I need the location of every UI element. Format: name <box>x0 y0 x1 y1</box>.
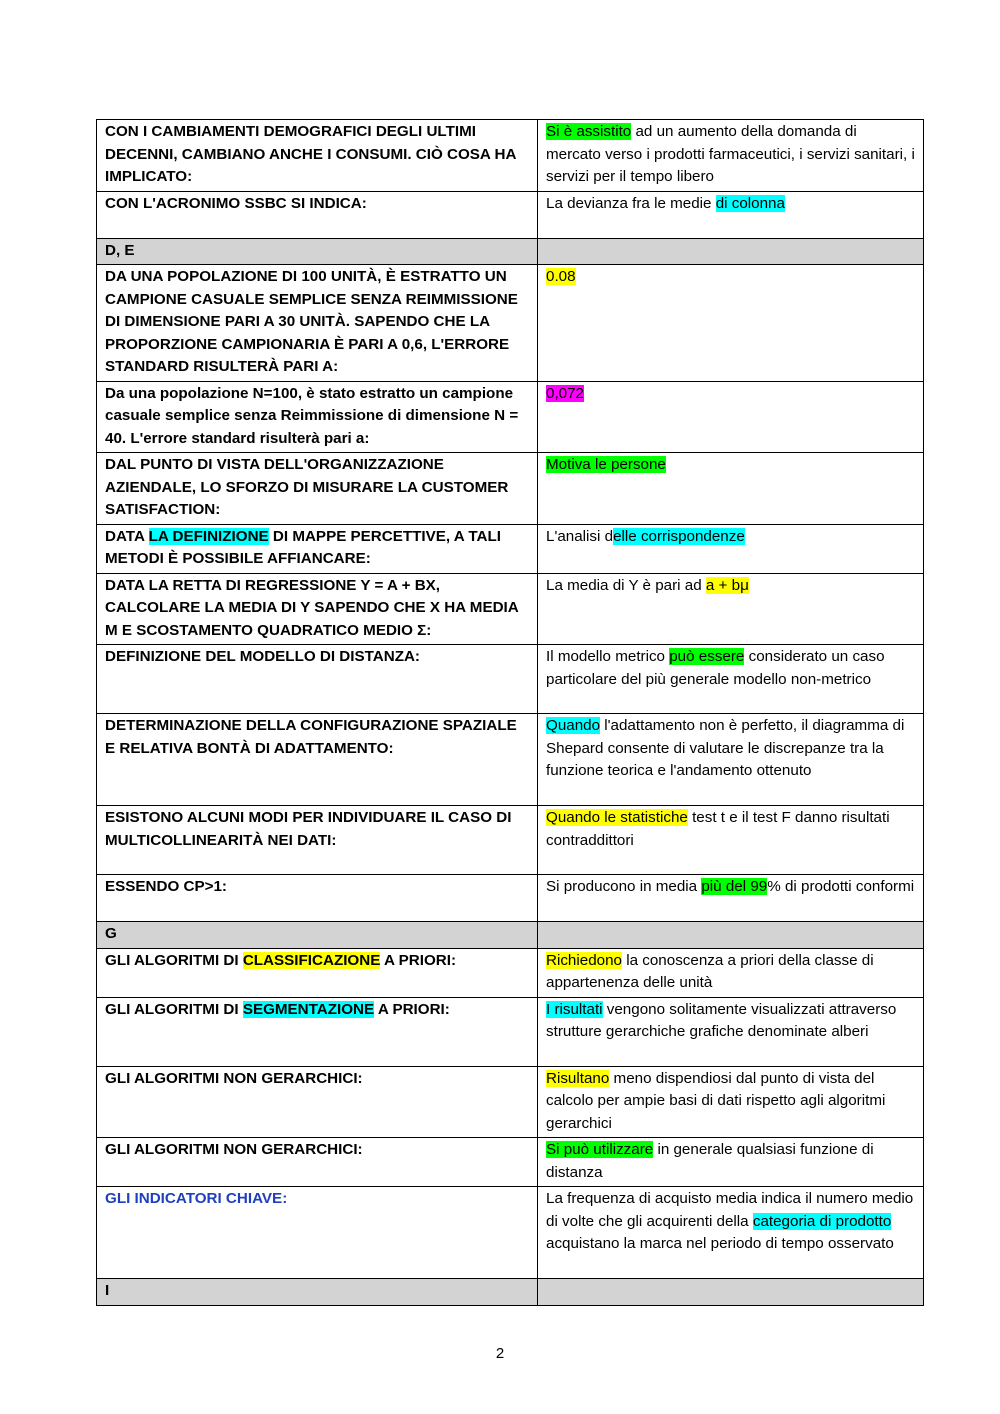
highlighted-text: Quando le statistiche <box>546 809 688 826</box>
question-text: GLI INDICATORI CHIAVE: <box>105 1190 288 1207</box>
highlighted-text: categoria di prodotto <box>752 1212 892 1230</box>
question-cell <box>97 1138 538 1187</box>
highlighted-text: elle corrispondenze <box>613 527 745 545</box>
answer-text: considerato un caso particolare del più generale modello non-metrico <box>546 648 885 688</box>
section-letter: D, E <box>97 238 538 265</box>
answer-cell <box>538 948 924 997</box>
answer-cell <box>538 1187 924 1279</box>
question-text: DATA <box>105 527 149 545</box>
answer-cell <box>538 265 924 382</box>
question-cell <box>97 381 538 453</box>
question-cell <box>97 1066 538 1138</box>
question-answer-row <box>97 948 924 997</box>
highlighted-text: a + bμ <box>705 576 749 594</box>
answer-cell <box>538 381 924 453</box>
answer-text: L'analisi d <box>546 527 614 545</box>
question-answer-row <box>97 381 924 453</box>
answer-cell <box>538 1138 924 1187</box>
question-text: GLI ALGORITMI NON GERARCHICI: <box>105 1141 363 1158</box>
section-empty-cell <box>538 238 924 265</box>
question-cell <box>97 573 538 645</box>
question-cell <box>97 714 538 806</box>
question-cell <box>97 265 538 382</box>
answer-cell <box>538 191 924 238</box>
answer-cell <box>538 806 924 875</box>
question-text: DETERMINAZIONE DELLA CONFIGURAZIONE SPAZIALE E RELATIVA BONTÀ DI ADATTAMENTO: <box>105 717 517 757</box>
answer-cell <box>538 573 924 645</box>
question-text: DI MAPPE PERCETTIVE, A TALI METODI È POSSIBILE AFFIANCARE: <box>105 527 502 567</box>
question-text: DATA LA RETTA DI REGRESSIONE Y = A + BX, CALCOLARE LA MEDIA DI Y SAPENDO CHE X HA MEDIA M E SCOSTAMENTO QUADRATICO MEDIO Σ: <box>105 576 519 639</box>
question-text: Da una popolazione N=100, è stato estratto un campione casuale semplice senza Reimmissione di dimensione N = 40. L'errore standard risulterà pari a: <box>105 384 519 447</box>
question-answer-row <box>97 645 924 714</box>
question-answer-row <box>97 997 924 1066</box>
question-text: ESSENDO CP>1: <box>105 878 227 895</box>
section-letter: G <box>97 922 538 949</box>
question-answer-row <box>97 524 924 573</box>
question-text: GLI ALGORITMI DI <box>105 1000 243 1018</box>
question-answer-row <box>97 573 924 645</box>
answer-cell <box>538 524 924 573</box>
section-empty-cell <box>538 922 924 949</box>
question-text: CON L'ACRONIMO SSBC SI INDICA: <box>105 194 367 212</box>
answer-cell <box>538 714 924 806</box>
section-header-row <box>97 238 924 265</box>
answer-text: Si producono in media <box>546 878 702 895</box>
qa-table <box>96 119 924 1306</box>
question-cell <box>97 948 538 997</box>
question-answer-row <box>97 453 924 525</box>
section-letter: I <box>97 1279 538 1306</box>
qa-table-body <box>97 120 924 1306</box>
question-cell <box>97 524 538 573</box>
question-text: DA UNA POPOLAZIONE DI 100 UNITÀ, È ESTRATTO UN CAMPIONE CASUALE SEMPLICE SENZA REIMMISSIONE DI DIMENSIONE PARI A 30 UNITÀ. SAPENDO CHE LA PROPORZIONE CAMPIONARIA È PARI A 0,6, L'ERRORE STANDARD RISULTERÀ PARI A: <box>105 268 518 375</box>
question-text: A PRIORI: <box>380 951 457 969</box>
answer-text: l'adattamento non è perfetto, il diagramma di Shepard consente di valutare le discrepanze tra la funzione teorica e l'andamento ottenuto <box>546 717 905 779</box>
question-answer-row <box>97 120 924 192</box>
highlighted-text: SEGMENTAZIONE <box>242 1000 375 1018</box>
question-text: CON I CAMBIAMENTI DEMOGRAFICI DEGLI ULTIMI DECENNI, CAMBIANO ANCHE I CONSUMI. CIÒ COSA HA IMPLICATO: <box>105 123 516 185</box>
section-header-row <box>97 922 924 949</box>
answer-text: Il modello metrico <box>546 648 670 665</box>
answer-text: vengono solitamente visualizzati attraverso strutture gerarchiche grafiche denominate alberi <box>546 1000 897 1040</box>
question-answer-row <box>97 806 924 875</box>
question-text: A PRIORI: <box>374 1000 450 1018</box>
section-header-row <box>97 1279 924 1306</box>
question-cell <box>97 453 538 525</box>
answer-cell <box>538 1066 924 1138</box>
question-answer-row <box>97 875 924 922</box>
question-answer-row <box>97 191 924 238</box>
question-answer-row <box>97 1066 924 1138</box>
question-answer-row <box>97 1187 924 1279</box>
question-answer-row <box>97 714 924 806</box>
highlighted-text: Si è assistito <box>546 123 632 140</box>
question-text: GLI ALGORITMI DI <box>105 951 243 969</box>
answer-cell <box>538 645 924 714</box>
question-cell <box>97 191 538 238</box>
question-cell <box>97 806 538 875</box>
question-answer-row <box>97 265 924 382</box>
answer-text: test t e il test F danno risultati contraddittori <box>546 809 890 849</box>
answer-text: acquistano la marca nel periodo di tempo osservato <box>546 1235 894 1252</box>
highlighted-text: 0.08 <box>546 268 576 285</box>
highlighted-text: può essere <box>669 648 745 665</box>
highlighted-text: LA DEFINIZIONE <box>148 527 269 545</box>
answer-cell <box>538 997 924 1066</box>
question-cell <box>97 997 538 1066</box>
answer-text: ad un aumento della domanda di mercato verso i prodotti farmaceutici, i servizi sanitari, i servizi per il tempo libero <box>546 123 915 185</box>
answer-text: % di prodotti conformi <box>767 878 915 895</box>
highlighted-text: 0,072 <box>546 384 585 402</box>
answer-text: La devianza fra le medie <box>546 194 716 212</box>
question-cell <box>97 645 538 714</box>
answer-text: La frequenza di acquisto media indica il numero medio di volte che gli acquirenti della <box>546 1190 914 1230</box>
highlighted-text: I risultati <box>546 1000 603 1018</box>
highlighted-text: di colonna <box>715 194 785 212</box>
highlighted-text: Richiedono <box>546 951 622 969</box>
highlighted-text: più del 99 <box>701 878 768 895</box>
answer-text: meno dispendiosi dal punto di vista del calcolo per ampie basi di dati rispetto agli algoritmi gerarchici <box>546 1069 886 1132</box>
answer-text: La media di Y è pari ad <box>546 576 706 594</box>
question-answer-row <box>97 1138 924 1187</box>
highlighted-text: Quando <box>546 717 601 734</box>
highlighted-text: Si può utilizzare <box>546 1141 654 1158</box>
answer-cell <box>538 120 924 192</box>
highlighted-text: CLASSIFICAZIONE <box>242 951 381 969</box>
page-number: 2 <box>495 1345 505 1362</box>
question-text: GLI ALGORITMI NON GERARCHICI: <box>105 1069 363 1087</box>
question-text: DAL PUNTO DI VISTA DELL'ORGANIZZAZIONE AZIENDALE, LO SFORZO DI MISURARE LA CUSTOMER SATISFACTION: <box>105 456 509 518</box>
highlighted-text: Motiva le persone <box>546 456 666 473</box>
answer-text: la conoscenza a priori della classe di appartenenza delle unità <box>546 951 874 991</box>
question-cell <box>97 120 538 192</box>
highlighted-text: Risultano <box>546 1069 610 1087</box>
answer-text: in generale qualsiasi funzione di distanza <box>546 1141 874 1181</box>
answer-cell <box>538 875 924 922</box>
question-cell <box>97 875 538 922</box>
question-text: ESISTONO ALCUNI MODI PER INDIVIDUARE IL CASO DI MULTICOLLINEARITÀ NEI DATI: <box>105 809 512 849</box>
answer-cell <box>538 453 924 525</box>
question-text: DEFINIZIONE DEL MODELLO DI DISTANZA: <box>105 648 420 665</box>
section-empty-cell <box>538 1279 924 1306</box>
question-cell <box>97 1187 538 1279</box>
